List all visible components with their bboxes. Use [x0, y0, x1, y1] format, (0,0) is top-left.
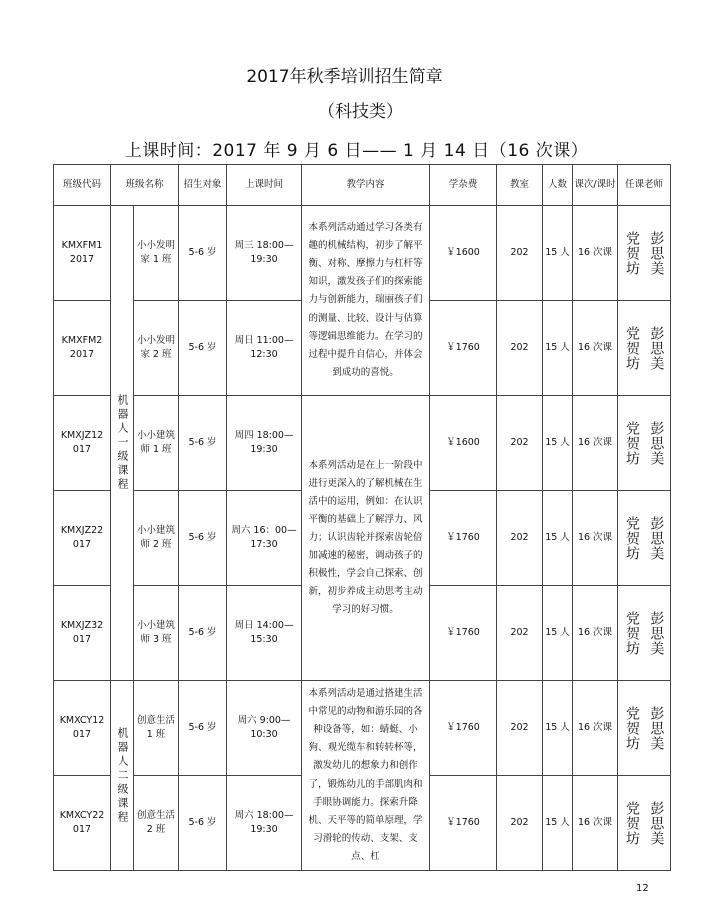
schedule-line: 上课时间：2017 年 9 月 6 日—— 1 月 14 日（16 次课） — [124, 141, 589, 161]
col-header-code: 班级代码 — [54, 165, 111, 206]
class-fee: ￥1600 — [430, 396, 497, 491]
col-header-teacher: 任课老师 — [618, 165, 671, 206]
class-num: 15 人 — [543, 396, 573, 491]
class-lessons: 16 次课 — [573, 776, 618, 871]
class-lessons: 16 次课 — [573, 681, 618, 776]
class-age: 5-6 岁 — [179, 396, 227, 491]
class-lessons: 16 次课 — [573, 586, 618, 681]
class-room: 202 — [497, 776, 543, 871]
class-code: KMXJZ12 017 — [54, 396, 111, 491]
teacher-name: 党贺坊 — [624, 325, 641, 371]
class-name: 小小建筑师 1 班 — [134, 396, 179, 491]
class-teacher — [618, 396, 671, 491]
teacher-name: 党贺坊 — [624, 610, 641, 656]
col-header-name: 班级名称 — [111, 165, 179, 206]
class-name: 小小发明家 2 班 — [134, 301, 179, 396]
class-time: 周三 18:00—19:30 — [227, 206, 302, 301]
teacher-names — [618, 516, 670, 561]
class-name: 小小建筑师 3 班 — [134, 586, 179, 681]
teacher-name: 党贺坊 — [624, 705, 641, 751]
document-subtitle: （科技类） — [318, 102, 403, 122]
class-age: 5-6 岁 — [179, 586, 227, 681]
table-row — [54, 206, 671, 301]
table-header-row — [54, 165, 671, 206]
class-num: 15 人 — [543, 776, 573, 871]
teacher-name: 党贺坊 — [624, 515, 641, 561]
teaching-content: 本系列活动通过学习各类有趣的机械结构，初步了解平衡、对称、摩擦力与杠杆等知识，激发孩子们的探索能力与创新能力，瑞丽孩子们的测量、比较、设计与估算等逻辑思维能力。在学习的过程中提升自信心，并体会到成功的喜悦。 — [302, 206, 430, 396]
class-time: 周日 11:00—12:30 — [227, 301, 302, 396]
class-num: 15 人 — [543, 681, 573, 776]
class-time: 周六 9:00—10:30 — [227, 681, 302, 776]
class-fee: ￥1760 — [430, 301, 497, 396]
class-age: 5-6 岁 — [179, 301, 227, 396]
col-header-num: 人数 — [543, 165, 573, 206]
teacher-name: 党贺坊 — [624, 420, 641, 466]
class-fee: ￥1760 — [430, 681, 497, 776]
class-code: KMXJZ32 017 — [54, 586, 111, 681]
class-fee: ￥1760 — [430, 491, 497, 586]
class-lessons: 16 次课 — [573, 206, 618, 301]
col-header-time: 上课时间 — [227, 165, 302, 206]
class-num: 15 人 — [543, 586, 573, 681]
class-teacher — [618, 491, 671, 586]
class-num: 15 人 — [543, 491, 573, 586]
col-header-content: 教学内容 — [302, 165, 430, 206]
teacher-names — [618, 231, 670, 276]
class-room: 202 — [497, 586, 543, 681]
class-age: 5-6 岁 — [179, 491, 227, 586]
teacher-names — [618, 326, 670, 371]
col-header-lessons: 课次/课时 — [573, 165, 618, 206]
table-row — [54, 681, 671, 776]
class-age: 5-6 岁 — [179, 776, 227, 871]
class-fee: ￥1760 — [430, 776, 497, 871]
class-age: 5-6 岁 — [179, 681, 227, 776]
teaching-content: 本系列活动是通过搭建生活中常见的动物和游乐园的各种设备等，如：蜻蜓、小狗、观光缆车和转转杯等，激发幼儿的想象力和创作了，锻炼幼儿的手部肌肉和手眼协调能力。探索升降机、天平等的简单原理，学习滑轮的传动、支架、支点、杠 — [302, 681, 430, 871]
class-name: 小小发明家 1 班 — [134, 206, 179, 301]
class-room: 202 — [497, 396, 543, 491]
class-lessons: 16 次课 — [573, 491, 618, 586]
course-group-label: 机器人二级课程 — [115, 726, 129, 825]
class-name: 创意生活 1 班 — [134, 681, 179, 776]
class-room: 202 — [497, 301, 543, 396]
class-code: KMXCY22 017 — [54, 776, 111, 871]
class-fee: ￥1760 — [430, 586, 497, 681]
class-code: KMXFM1 2017 — [54, 206, 111, 301]
class-room: 202 — [497, 206, 543, 301]
teacher-name: 彭思美 — [648, 230, 665, 276]
class-code: KMXFM2 2017 — [54, 301, 111, 396]
class-teacher — [618, 206, 671, 301]
class-time: 周日 14:00—15:30 — [227, 586, 302, 681]
class-code: KMXCY12 017 — [54, 681, 111, 776]
teacher-name: 党贺坊 — [624, 230, 641, 276]
class-room: 202 — [497, 681, 543, 776]
teacher-name: 彭思美 — [648, 325, 665, 371]
class-fee: ￥1600 — [430, 206, 497, 301]
teacher-names — [618, 706, 670, 751]
class-room: 202 — [497, 491, 543, 586]
page-number: 12 — [636, 883, 649, 894]
class-age: 5-6 岁 — [179, 206, 227, 301]
class-teacher — [618, 301, 671, 396]
class-num: 15 人 — [543, 301, 573, 396]
teacher-names — [618, 421, 670, 466]
col-header-fee: 学杂费 — [430, 165, 497, 206]
teacher-name: 彭思美 — [648, 515, 665, 561]
class-name: 小小建筑师 2 班 — [134, 491, 179, 586]
document-title: 2017年秋季培训招生简章 — [246, 67, 443, 87]
class-lessons: 16 次课 — [573, 301, 618, 396]
class-time: 周四 18:00—19:30 — [227, 396, 302, 491]
course-table — [53, 164, 671, 871]
class-teacher — [618, 586, 671, 681]
table-row — [54, 396, 671, 491]
teacher-name: 党贺坊 — [624, 800, 641, 846]
teacher-names — [618, 801, 670, 846]
teacher-name: 彭思美 — [648, 800, 665, 846]
class-num: 15 人 — [543, 206, 573, 301]
class-lessons: 16 次课 — [573, 396, 618, 491]
class-time: 周六 18:00—19:30 — [227, 776, 302, 871]
teacher-names — [618, 611, 670, 656]
teacher-name: 彭思美 — [648, 610, 665, 656]
teacher-name: 彭思美 — [648, 420, 665, 466]
course-group-label: 机器人一级课程 — [115, 394, 129, 492]
class-teacher — [618, 776, 671, 871]
class-name: 创意生活 2 班 — [134, 776, 179, 871]
teacher-name: 彭思美 — [648, 705, 665, 751]
class-teacher — [618, 681, 671, 776]
class-time: 周六 16：00—17:30 — [227, 491, 302, 586]
course-group — [111, 681, 134, 871]
teaching-content: 本系列活动是在上一阶段中进行更深入的了解机械在生活中的运用，例如：在认识平衡的基础上了解浮力、风力；认识齿轮并探索齿轮倍加减速的秘密，调动孩子的积极性，学会自己探索、创新，初步养成主动思考主动学习的好习惯。 — [302, 396, 430, 681]
class-code: KMXJZ22 017 — [54, 491, 111, 586]
col-header-room: 教室 — [497, 165, 543, 206]
course-group — [111, 206, 134, 681]
col-header-age: 招生对象 — [179, 165, 227, 206]
